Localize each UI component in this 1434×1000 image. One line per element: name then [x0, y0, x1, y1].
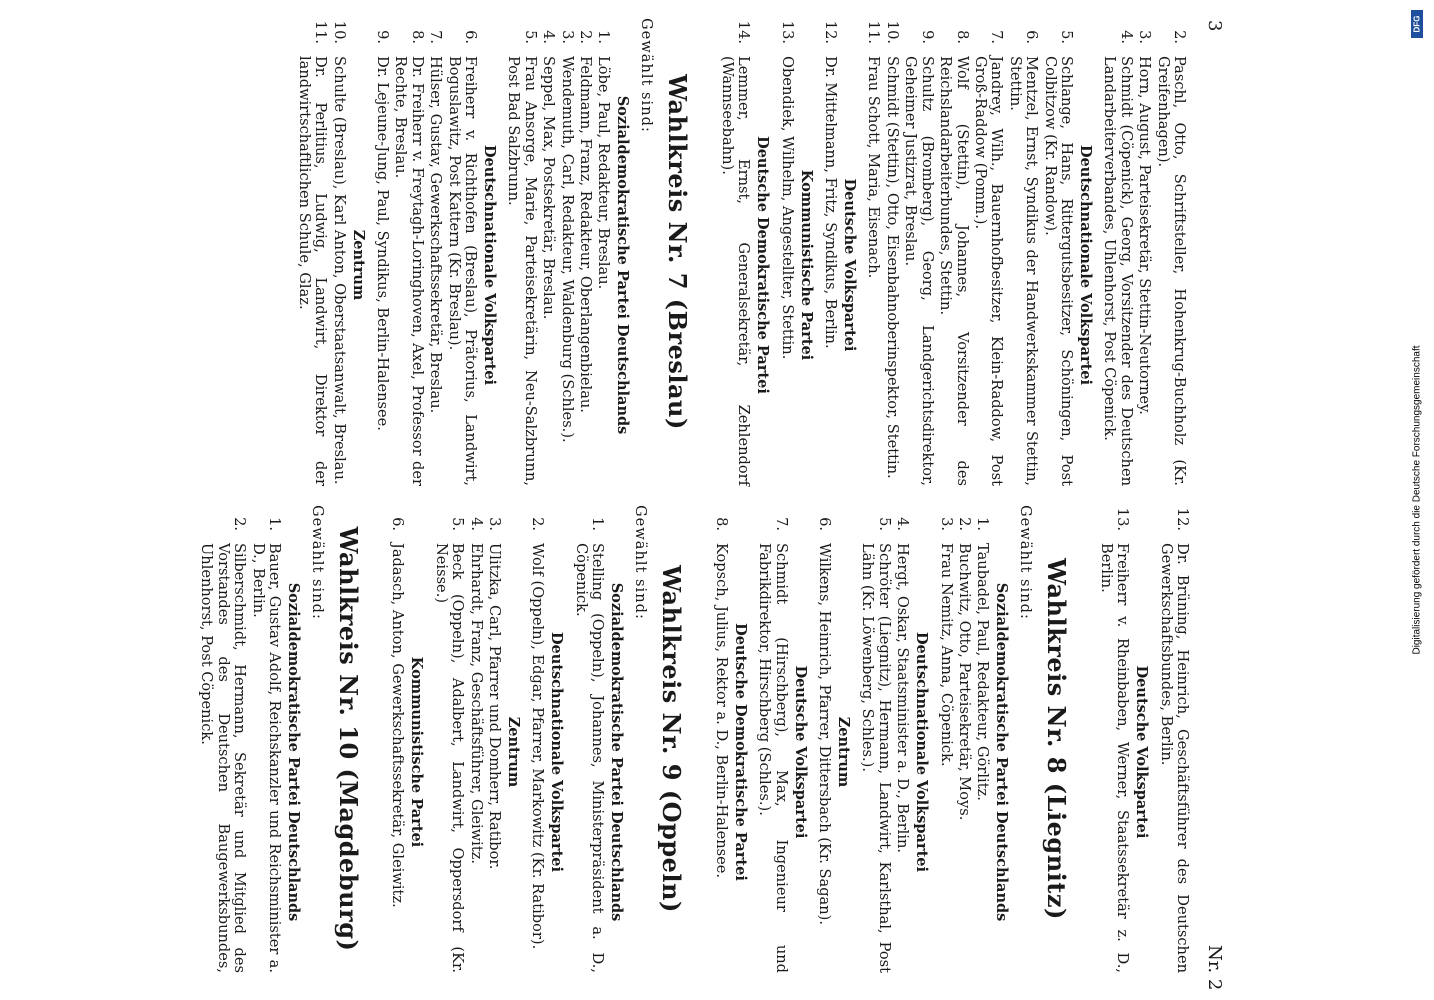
elected-label: Gewählt sind: [632, 505, 650, 620]
entry-number: 3. [937, 517, 955, 531]
entry-text: Silberschmidt, Hermann, Sekretär und Mitglied des Vorstandes des Deutschen Baugewerksbundes, Uhlenhorst, Post Cöpenick. [198, 543, 249, 973]
entry-text: Lemmer, Ernst, Generalsekretär, Zehlendorf (Wannseebahn). [718, 56, 753, 486]
entry-number: 7. [988, 30, 1006, 44]
entry-number: 11. [865, 20, 883, 44]
entry-number: 6. [815, 517, 833, 531]
party-heading: Deutsche Demokratische Partei [731, 623, 749, 881]
member-entry [529, 505, 545, 973]
entry-text: Wilkens, Heinrich, Pfarrer, Dittersbach (Kr. Sagan). [815, 543, 833, 925]
party-heading: Sozialdemokratische Partei Deutschlands [614, 95, 632, 435]
entry-text: Bauer, Gustav Adolf, Reichskanzler und Reichsminister a. D., Berlin. [249, 543, 284, 973]
member-entry [432, 505, 465, 973]
left-column [293, 18, 1187, 486]
member-entry [1006, 18, 1039, 486]
entry-text: Frau Schott, Maria, Eisenach. [865, 56, 883, 279]
entry-number: 5. [875, 517, 893, 531]
district-heading: Wahlkreis Nr. 10 (Magdeburg) [334, 526, 364, 952]
entry-text: Wolf (Oppeln), Edgar, Pfarrer, Markowitz (Kr. Ratibor). [529, 543, 547, 950]
elected-label: Gewählt sind: [638, 18, 656, 133]
entry-number: 6. [389, 517, 407, 531]
member-entry [486, 505, 502, 973]
entry-text: Schmidt (Cöpenick), Georg, Vorsitzender des Deutschen Landarbeiterverbandes, Uhlenhorst, Post Cöpenick. [1101, 56, 1135, 486]
entry-number: 4. [467, 517, 485, 531]
entry-number: 8. [712, 517, 730, 531]
member-entry [249, 505, 282, 973]
entry-text: Obendiek, Wilhelm, Angestellter, Stettin. [778, 56, 796, 360]
entry-number: 13. [778, 20, 796, 44]
entry-number: 3. [1136, 30, 1154, 44]
entry-text: Buchwitz, Otto, Parteisekretär, Moys. [955, 543, 973, 821]
district-heading: Wahlkreis Nr. 7 (Breslau) [663, 74, 693, 430]
entry-number: 5. [1057, 30, 1075, 44]
party-heading: Deutschnationale Volkspartei [548, 631, 566, 873]
member-entry [389, 505, 405, 973]
party-heading: Sozialdemokratische Partei Deutschlands [608, 582, 626, 922]
party-heading: Zentrum [834, 716, 852, 788]
member-entry [894, 505, 910, 973]
entry-number: 9. [374, 30, 391, 44]
party-heading: Zentrum [505, 716, 523, 788]
party-heading: Sozialdemokratische Partei Deutschlands [285, 582, 303, 922]
entry-text: Seppel, Max, Postsekretär, Breslau. [540, 56, 558, 320]
entry-text: Schmidt (Stettin), Otto, Eisenbahnoberinspektor, Stettin. [883, 56, 901, 479]
entry-number: 4. [1117, 30, 1135, 44]
party-heading: Deutschnationale Volkspartei [481, 144, 499, 386]
dfg-logo: DFG [1411, 10, 1423, 38]
member-entry [573, 505, 606, 973]
member-entry [1136, 18, 1152, 486]
member-entry [577, 18, 593, 486]
member-entry [937, 505, 953, 973]
member-entry [1041, 18, 1074, 486]
member-entry [540, 18, 556, 486]
entry-text: Freiherr v. Richthofen (Breslau), Prätorius, Landwirt, Boguslawitz, Post Kattern (Kr. Breslau). [445, 56, 480, 486]
party-heading: Deutschnationale Volkspartei [1076, 144, 1094, 386]
entry-number: 2. [231, 517, 249, 531]
member-entry [859, 505, 892, 973]
member-entry [392, 18, 425, 486]
entry-text: Dr. Mittelmann, Fritz, Syndikus, Berlin. [822, 56, 840, 349]
entry-number: 1. [589, 517, 607, 531]
page-number-right: Nr. 2 [1204, 945, 1225, 991]
member-entry [822, 18, 838, 486]
member-entry [330, 18, 346, 486]
party-heading: Deutsche Volkspartei [1133, 665, 1151, 839]
entry-text: Jandrey, Wilh., Bauernhofbesitzer, Klein-Raddow, Post Groß-Raddow (Pomm.). [971, 56, 1006, 486]
entry-number: 13. [1114, 507, 1132, 531]
member-entry [937, 18, 970, 486]
entry-number: 4. [894, 517, 912, 531]
party-heading: Deutsche Volkspartei [841, 178, 859, 352]
entry-number: 2. [577, 30, 595, 44]
party-heading: Sozialdemokratische Partei Deutschlands [993, 582, 1011, 922]
member-entry [467, 505, 483, 973]
member-entry [595, 18, 611, 486]
entry-text: Hergt, Oskar, Staatsminister a. D., Berlin. [894, 543, 912, 854]
entry-number: 7. [427, 30, 445, 44]
entry-number: 4. [540, 30, 558, 44]
entry-text: Dr. Freiherr v. Freytagh-Loringhoven, Axel, Professor der Rechte, Breslau. [392, 56, 426, 486]
member-entry [1101, 18, 1134, 486]
member-entry [427, 18, 443, 486]
entry-number: 5. [449, 517, 467, 531]
entry-text: Stelling (Oppeln), Johannes, Ministerpräsident a. D., Cöpenick. [572, 543, 607, 973]
entry-text: Schröter (Liegnitz), Hermann, Landwirt, Karlsthal, Post Lähn (Kr. Löwenberg, Schles.). [859, 543, 893, 973]
member-entry [902, 18, 935, 486]
entry-number: 8. [953, 30, 971, 44]
member-entry [865, 18, 881, 486]
elected-label: Gewählt sind: [1017, 505, 1035, 620]
member-entry [718, 18, 751, 486]
entry-text: Hülser, Gustav, Gewerkschaftssekretär, Breslau. [427, 56, 445, 414]
member-entry [1154, 18, 1187, 486]
entry-text: Frau Ansorge, Marie, Parteisekretärin, Neu-Salzbrunn, Post Bad Salzbrunn. [505, 56, 539, 486]
entry-text: Kopsch, Julius, Rektor a. D., Berlin-Halensee. [712, 543, 730, 879]
member-entry [778, 18, 794, 486]
entry-text: Beck (Oppeln), Adalbert, Landwirt, Oppersdorf (Kr. Neisse.) [432, 543, 467, 973]
member-entry [756, 505, 789, 973]
member-entry [198, 505, 247, 973]
entry-number: 11. [312, 20, 330, 44]
credit-text: Digitalisierung gefördert durch die Deutsche Forschungsgemeinschaft [1411, 345, 1423, 655]
entry-text: Schlange, Hans, Rittergutsbesitzer, Schöningen, Post Colbitzow (Kr. Randow). [1041, 56, 1075, 486]
entry-text: Freiherr v. Rheinbaben, Werner, Staatssekretär z. D., Berlin. [1097, 543, 1132, 973]
member-entry [505, 18, 538, 486]
member-entry [884, 18, 900, 486]
district-heading: Wahlkreis Nr. 9 (Oppeln) [657, 565, 687, 913]
member-entry [816, 505, 832, 973]
entry-number: 8. [408, 30, 426, 44]
party-heading: Deutsche Demokratische Partei [754, 136, 772, 394]
entry-text: Wendemuth, Carl, Redakteur, Waldenburg (Schles.). [558, 56, 576, 443]
entry-number: 5. [521, 30, 539, 44]
entry-number: 14. [735, 20, 753, 44]
entry-number: 12. [822, 20, 840, 44]
right-column [196, 505, 1190, 973]
entry-text: Schulte (Breslau), Karl Anton, Oberstaatsanwalt, Breslau. [330, 56, 348, 485]
party-heading: Kommunistische Partei [797, 169, 815, 361]
entry-text: Mentzel, Ernst, Syndikus der Handwerkskammer Stettin, Stettin. [1006, 56, 1041, 486]
entry-number: 3. [486, 517, 504, 531]
entry-text: Taubadel, Paul, Redakteur, Görlitz. [974, 543, 992, 801]
entry-number: 12. [1174, 507, 1191, 531]
member-entry [1097, 505, 1130, 973]
party-heading: Deutschnationale Volkspartei [913, 631, 931, 873]
party-heading: Kommunistische Partei [408, 656, 426, 848]
entry-text: Dr. Perlitius, Ludwig, Landwirt, Direktor der landwirtschaftlichen Schule, Glaz. [295, 56, 330, 486]
entry-number: 3. [558, 30, 576, 44]
entry-text: Schmidt (Hirschberg), Max, Ingenieur und Fabrikdirektor, Hirschberg (Schles.). [756, 543, 790, 973]
party-heading: Deutsche Volkspartei [791, 665, 809, 839]
entry-number: 1. [974, 517, 992, 531]
entry-text: Löbe, Paul, Redakteur, Breslau. [595, 56, 613, 290]
entry-text: Frau Nemitz, Anna, Cöpenick. [937, 543, 955, 767]
member-entry [1157, 505, 1190, 973]
entry-number: 6. [1023, 30, 1041, 44]
entry-number: 7. [772, 517, 790, 531]
entry-text: Paschl, Otto, Schriftsteller, Hohenkrug-Buchholz (Kr. Greifenhagen). [1154, 56, 1188, 486]
member-entry [445, 18, 478, 486]
entry-text: Schultz (Bromberg), Georg, Landgerichtsdirektor, Geheimer Justizrat, Breslau. [902, 56, 936, 486]
entry-number: 2. [529, 517, 547, 531]
entry-text: Jadasch, Anton, Gewerkschaftssekretär, Gleiwitz. [389, 543, 407, 908]
member-entry [295, 18, 328, 486]
member-entry [956, 505, 972, 973]
page-number-left: 3 [1204, 20, 1225, 32]
entry-number: 9. [918, 30, 936, 44]
entry-number: 6. [462, 30, 480, 44]
entry-number: 2. [955, 517, 973, 531]
entry-text: Ulitzka, Carl, Pfarrer und Domherr, Ratibor. [486, 543, 504, 870]
member-entry [374, 18, 390, 486]
member-entry [712, 505, 728, 973]
entry-text: Dr. Brüning, Heinrich, Geschäftsführer des Deutschen Gewerkschaftsbundes, Berlin. [1157, 543, 1191, 973]
entry-number: 1. [266, 517, 284, 531]
member-entry [974, 505, 990, 973]
entry-text: Feldmann, Franz, Redakteur, Oberlangenbielau. [577, 56, 595, 413]
entry-number: 2. [1171, 30, 1188, 44]
member-entry [558, 18, 574, 486]
elected-label: Gewählt sind: [309, 505, 327, 620]
party-heading: Zentrum [349, 229, 367, 301]
entry-number: 1. [595, 30, 613, 44]
digitization-credit [1404, 10, 1430, 990]
entry-text: Dr. Lejeune-Jung, Paul, Syndikus, Berlin-Halensee. [374, 56, 391, 431]
entry-text: Horn, August, Parteisekretär, Stettin-Neutorney. [1136, 56, 1154, 415]
member-entry [972, 18, 1005, 486]
district-heading: Wahlkreis Nr. 8 (Liegnitz) [1042, 558, 1072, 920]
entry-number: 10. [330, 20, 348, 44]
entry-number: 10. [883, 20, 901, 44]
entry-text: Ehrhardt, Franz, Geschäftsführer, Gleiwitz. [467, 543, 485, 865]
entry-text: Wolf (Stettin), Johannes, Vorsitzender des Reichslandarbeiterbundes, Stettin. [937, 56, 971, 486]
